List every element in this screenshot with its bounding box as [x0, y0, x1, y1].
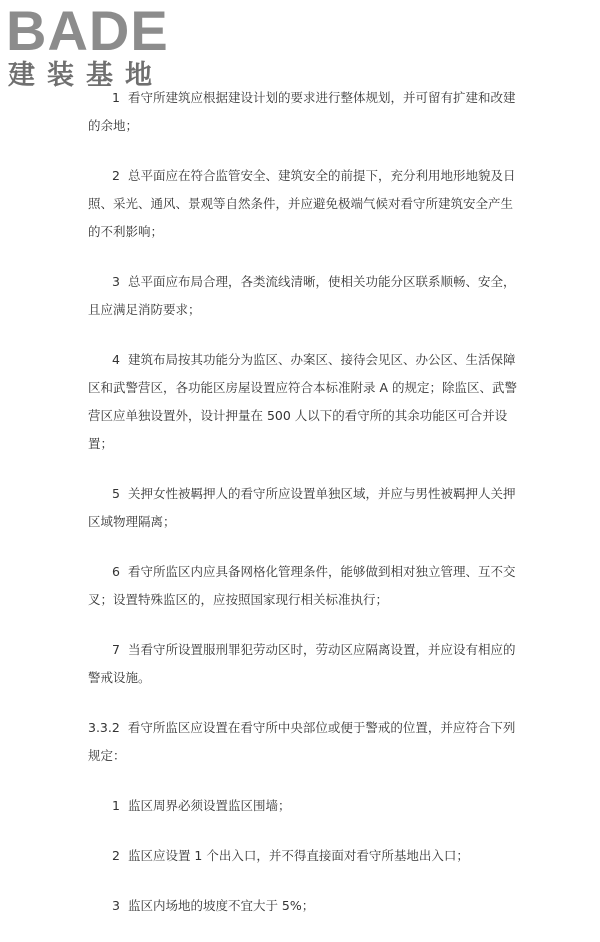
list-item — [88, 162, 518, 246]
item-text: 看守所建筑应根据建设计划的要求进行整体规划，并可留有扩建和改建的余地； — [88, 90, 516, 133]
list-item — [88, 480, 518, 536]
brand-watermark — [6, 2, 181, 94]
item-number: 7 — [112, 642, 120, 657]
item-text: 监区周界必须设置监区围墙； — [127, 798, 291, 813]
item-number: 5 — [112, 486, 120, 501]
item-text: 总平面应布局合理，各类流线清晰，使相关功能分区联系顺畅、安全，且应满足消防要求； — [88, 274, 516, 317]
item-text: 看守所监区内应具备网格化管理条件，能够做到相对独立管理、互不交叉；设置特殊监区的，应按照国家现行相关标准执行； — [88, 564, 516, 607]
list-item — [88, 84, 518, 140]
document-body — [88, 84, 518, 942]
list-item — [88, 268, 518, 324]
item-text: 当看守所设置服刑罪犯劳动区时，劳动区应隔离设置，并应设有相应的警戒设施。 — [88, 642, 516, 685]
item-text: 关押女性被羁押人的看守所应设置单独区域，并应与男性被羁押人关押区域物理隔离； — [88, 486, 516, 529]
clause-text: 看守所监区应设置在看守所中央部位或便于警戒的位置，并应符合下列规定： — [88, 720, 516, 763]
clause-heading — [88, 714, 518, 770]
item-number: 3 — [112, 274, 120, 289]
item-number: 3 — [112, 898, 120, 913]
list-item — [88, 558, 518, 614]
item-number: 2 — [112, 848, 120, 863]
list-item — [88, 792, 518, 820]
list-item — [88, 346, 518, 458]
watermark-brand-text: BADE — [6, 0, 169, 62]
clause-number: 3.3.2 — [88, 720, 120, 735]
item-number: 4 — [112, 352, 120, 367]
item-number: 1 — [112, 798, 120, 813]
list-item — [88, 636, 518, 692]
item-number: 1 — [112, 90, 120, 105]
list-item — [88, 842, 518, 870]
item-number: 6 — [112, 564, 120, 579]
item-text: 总平面应在符合监管安全、建筑安全的前提下，充分利用地形地貌及日照、采光、通风、景观等自然条件，并应避免极端气候对看守所建筑安全产生的不利影响； — [88, 168, 516, 239]
list-item — [88, 892, 518, 920]
watermark-subtitle-text: 建装基地 — [8, 60, 164, 91]
item-text: 监区内场地的坡度不宜大于 5%； — [127, 898, 315, 913]
item-number: 2 — [112, 168, 120, 183]
item-text: 建筑布局按其功能分为监区、办案区、接待会见区、办公区、生活保障区和武警营区，各功能区房屋设置应符合本标准附录 A 的规定；除监区、武警营区应单独设置外，设计押量在 500 人以下的看守所的其余功能区可合并设置； — [88, 352, 517, 451]
item-text: 监区应设置 1 个出入口，并不得直接面对看守所基地出入口； — [127, 848, 469, 863]
